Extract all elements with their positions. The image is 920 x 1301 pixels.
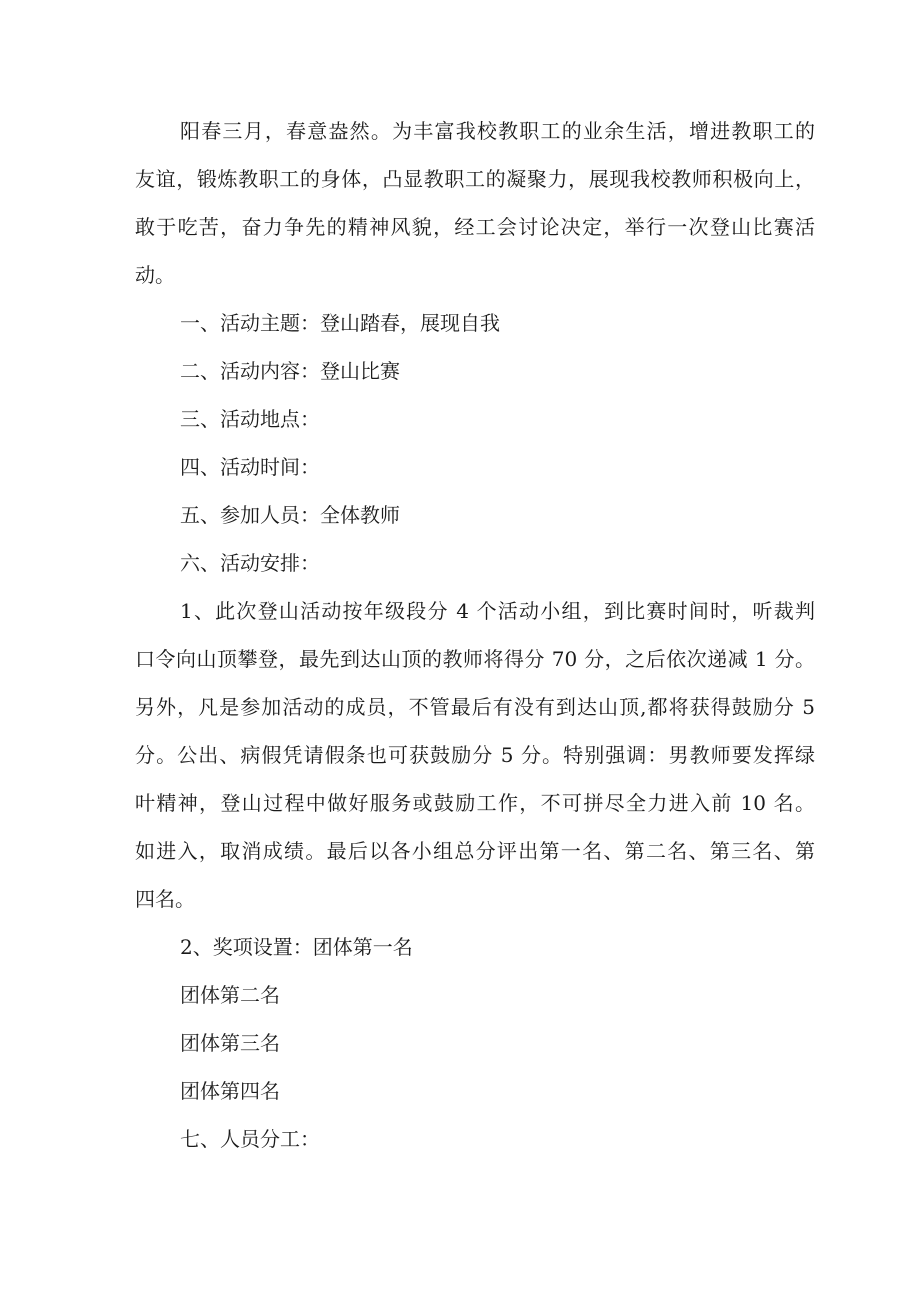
award-second: 团体第二名 — [180, 983, 280, 1007]
intro-line-1: 阳春三月，春意盎然。为丰富我校教职工的业余生活，增进教职工的 — [180, 119, 815, 143]
rule-line-4: 分。公出、病假凭请假条也可获鼓励分 5 分。特别强调：男教师要发挥绿 — [135, 743, 815, 767]
intro-line-2: 友谊，锻炼教职工的身体，凸显教职工的凝聚力，展现我校教师积极向上， — [135, 167, 815, 191]
rule-line-6: 如进入，取消成绩。最后以各小组总分评出第一名、第二名、第三名、第 — [135, 839, 815, 863]
intro-line-3: 敢于吃苦，奋力争先的精神风貌，经工会讨论决定，举行一次登山比赛活 — [135, 215, 815, 239]
section-time: 四、活动时间： — [180, 455, 320, 479]
rule-line-5: 叶精神，登山过程中做好服务或鼓励工作，不可拼尽全力进入前 10 名。 — [135, 791, 815, 815]
section-participants: 五、参加人员：全体教师 — [180, 503, 400, 527]
section-staffing: 七、人员分工： — [180, 1127, 320, 1151]
intro-line-4: 动。 — [135, 263, 175, 287]
rule-line-2: 口令向山顶攀登，最先到达山顶的教师将得分 70 分，之后依次递减 1 分。 — [135, 647, 815, 671]
awards-heading: 2、奖项设置：团体第一名 — [180, 935, 413, 959]
section-arrangement: 六、活动安排： — [180, 551, 320, 575]
section-content: 二、活动内容：登山比赛 — [180, 359, 400, 383]
section-location: 三、活动地点： — [180, 407, 320, 431]
rule-line-7: 四名。 — [135, 887, 195, 911]
award-third: 团体第三名 — [180, 1031, 280, 1055]
rule-line-1: 1、此次登山活动按年级段分 4 个活动小组，到比赛时间时，听裁判 — [180, 599, 815, 623]
rule-line-3: 另外，凡是参加活动的成员，不管最后有没有到达山顶,都将获得鼓励分 5 — [135, 695, 815, 719]
section-theme: 一、活动主题：登山踏春，展现自我 — [180, 311, 500, 335]
award-fourth: 团体第四名 — [180, 1079, 280, 1103]
